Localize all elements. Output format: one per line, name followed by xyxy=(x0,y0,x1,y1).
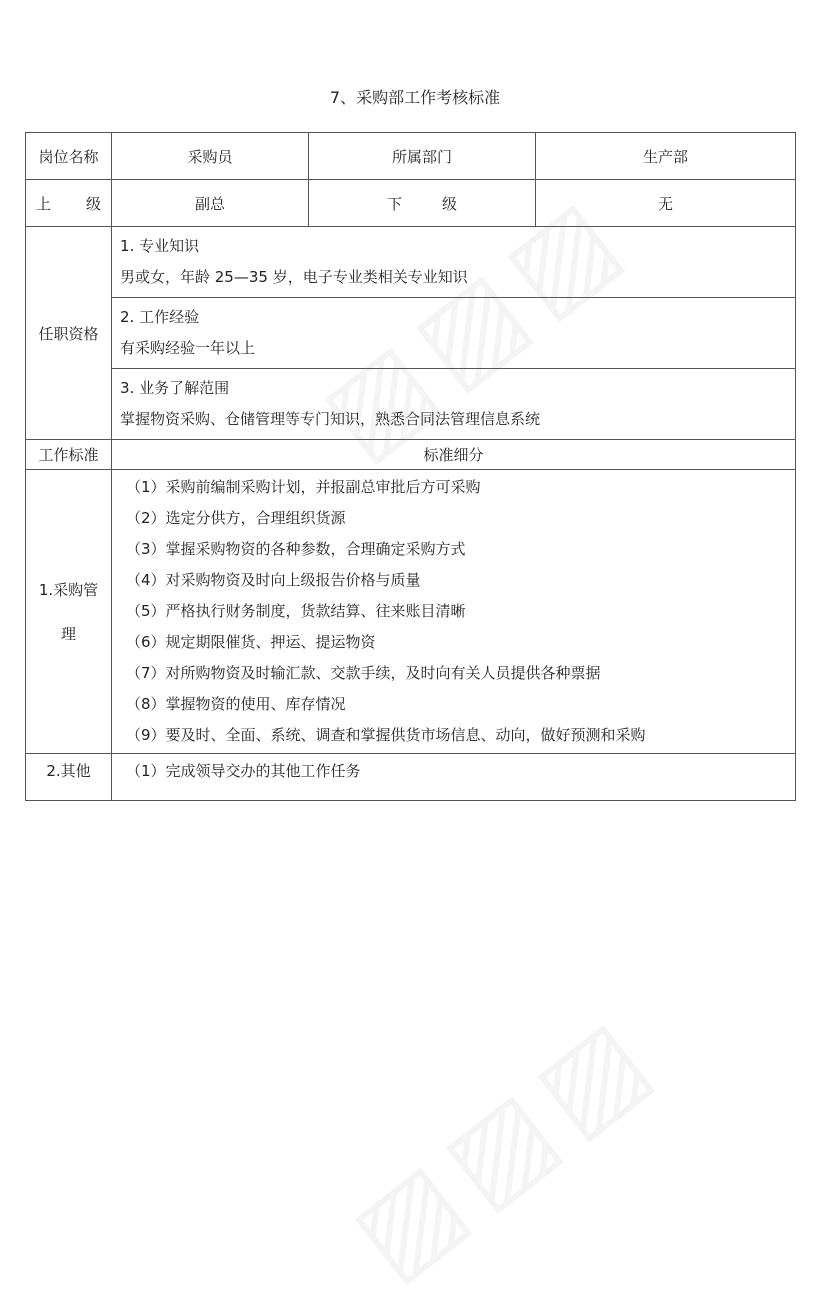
list-item: （7）对所购物资及时输汇款、交款手续，及时向有关人员提供各种票据 xyxy=(126,664,601,682)
list-item: （1）完成领导交办的其他工作任务 xyxy=(126,762,361,780)
qualification-row-2 xyxy=(26,298,796,369)
position-value: 采购员 xyxy=(112,133,309,180)
subordinate-label-char-1: 下 xyxy=(386,194,402,213)
superior-value: 副总 xyxy=(112,180,309,227)
qualifications-label: 任职资格 xyxy=(26,227,112,440)
superior-label-char-1: 上 xyxy=(36,194,52,213)
list-item: （9）要及时、全面、系统、调查和掌握供货市场信息、动向，做好预测和采购 xyxy=(126,726,646,744)
superior-label xyxy=(26,180,112,227)
watermark-bottom xyxy=(327,987,680,1302)
standards-detail-label: 标准细分 xyxy=(112,440,796,470)
superior-label-char-2: 级 xyxy=(85,194,101,213)
qualification-row-1 xyxy=(26,227,796,298)
department-value: 生产部 xyxy=(536,133,796,180)
list-item: （3）掌握采购物资的各种参数，合理确定采购方式 xyxy=(126,540,466,558)
subordinate-label-char-2: 级 xyxy=(442,194,458,213)
standards-header-row xyxy=(26,440,796,470)
qualification-text: 男或女，年龄 25—35 岁，电子专业类相关专业知识 xyxy=(120,268,468,286)
section-row-other xyxy=(26,754,796,801)
qualification-heading: 1. 专业知识 xyxy=(120,237,200,255)
page-title: 7、采购部工作考核标准 xyxy=(329,88,501,107)
subordinate-value: 无 xyxy=(536,180,796,227)
assessment-table xyxy=(25,132,796,801)
position-label: 岗位名称 xyxy=(26,133,112,180)
section-label xyxy=(26,470,112,754)
section-items xyxy=(112,754,796,801)
qualification-text: 掌握物资采购、仓储管理等专门知识，熟悉合同法管理信息系统 xyxy=(120,410,541,428)
standards-label: 工作标准 xyxy=(26,440,112,470)
subordinate-label xyxy=(309,180,536,227)
qualification-heading: 3. 业务了解范围 xyxy=(120,379,230,397)
list-item: （1）采购前编制采购计划，并报副总审批后方可采购 xyxy=(126,478,481,496)
list-item: （6）规定期限催货、押运、提运物资 xyxy=(126,633,376,651)
list-item: （2）选定分供方，合理组织货源 xyxy=(126,509,346,527)
reporting-row xyxy=(26,180,796,227)
list-item: （4）对采购物资及时向上级报告价格与质量 xyxy=(126,571,421,589)
qualification-block xyxy=(112,369,796,440)
section-label: 2.其他 xyxy=(26,754,112,801)
section-row-procurement xyxy=(26,470,796,754)
qualification-row-3 xyxy=(26,369,796,440)
section-items xyxy=(112,470,796,754)
list-item: （8）掌握物资的使用、库存情况 xyxy=(126,695,346,713)
department-label: 所属部门 xyxy=(309,133,536,180)
section-label-line-1: 1.采购管 xyxy=(38,580,99,599)
position-row xyxy=(26,133,796,180)
section-label-line-2: 理 xyxy=(60,624,76,643)
qualification-text: 有采购经验一年以上 xyxy=(120,339,256,357)
qualification-heading: 2. 工作经验 xyxy=(120,308,200,326)
qualification-block xyxy=(112,298,796,369)
qualification-block xyxy=(112,227,796,298)
list-item: （5）严格执行财务制度，货款结算、往来账目清晰 xyxy=(126,602,466,620)
